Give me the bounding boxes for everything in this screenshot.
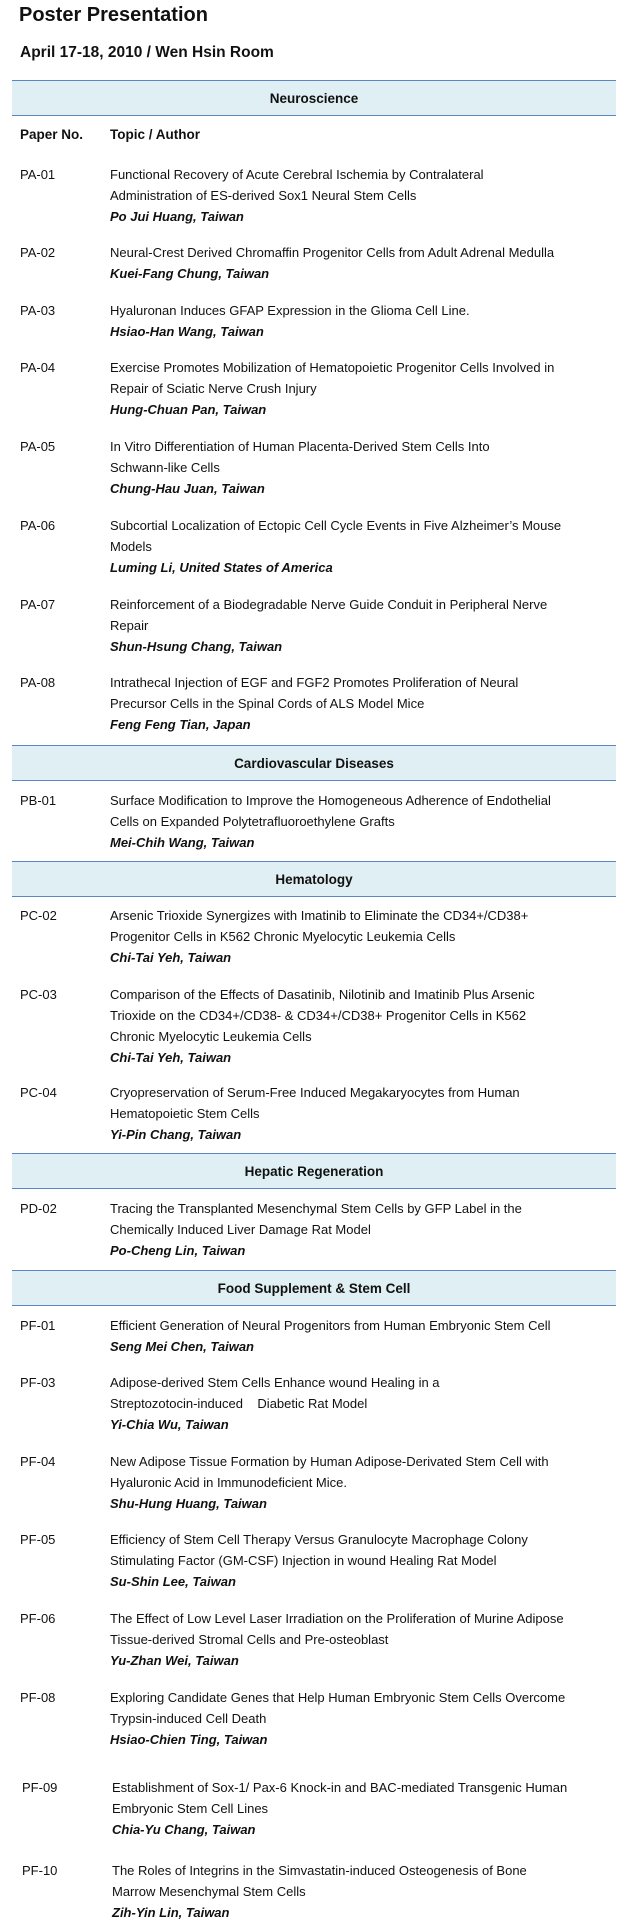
paper-author: Yu-Zhan Wei, Taiwan: [110, 1653, 239, 1668]
paper-title-line: Hematopoietic Stem Cells: [110, 1106, 260, 1121]
paper-title-line: Models: [110, 539, 152, 554]
paper-title-line: Tracing the Transplanted Mesenchymal Stem Cells by GFP Label in the: [110, 1201, 522, 1216]
paper-title-line: Administration of ES-derived Sox1 Neural Stem Cells: [110, 188, 417, 203]
paper-author: Chi-Tai Yeh, Taiwan: [110, 950, 232, 965]
paper-title-line: Cells on Expanded Polytetrafluoroethylene Grafts: [110, 814, 395, 829]
paper-number: PA-03: [20, 303, 56, 318]
paper-number: PF-10: [22, 1863, 58, 1878]
paper-number: PC-02: [20, 908, 57, 923]
paper-title-line: Chronic Myelocytic Leukemia Cells: [110, 1029, 312, 1044]
paper-author: Shun-Hsung Chang, Taiwan: [110, 639, 283, 654]
paper-author: Seng Mei Chen, Taiwan: [110, 1339, 254, 1354]
paper-title-line: New Adipose Tissue Formation by Human Adipose-Derivated Stem Cell with: [110, 1454, 549, 1469]
paper-author: Chia-Yu Chang, Taiwan: [112, 1822, 256, 1837]
paper-title-line: Reinforcement of a Biodegradable Nerve Guide Conduit in Peripheral Nerve: [110, 597, 548, 612]
paper-number: PA-06: [20, 518, 56, 533]
paper-author: Yi-Chia Wu, Taiwan: [110, 1417, 229, 1432]
paper-title-line: Hyaluronan Induces GFAP Expression in the Glioma Cell Line.: [110, 303, 470, 318]
paper-number: PC-03: [20, 987, 57, 1002]
paper-title-line: Neural-Crest Derived Chromaffin Progenitor Cells from Adult Adrenal Medulla: [110, 245, 555, 260]
paper-number: PF-03: [20, 1375, 56, 1390]
column-header-paper-no: Paper No.: [20, 127, 84, 142]
paper-title-line: Efficient Generation of Neural Progenitors from Human Embryonic Stem Cell: [110, 1318, 551, 1333]
page-title: Poster Presentation: [19, 4, 208, 26]
session-date-room: April 17-18, 2010 / Wen Hsin Room: [20, 44, 274, 61]
paper-number: PF-04: [20, 1454, 56, 1469]
paper-title-line: Comparison of the Effects of Dasatinib, Nilotinib and Imatinib Plus Arsenic: [110, 987, 535, 1002]
paper-title-line: The Effect of Low Level Laser Irradiation on the Proliferation of Murine Adipose: [110, 1611, 564, 1626]
paper-title-line: Adipose-derived Stem Cells Enhance wound Healing in a: [110, 1375, 440, 1390]
paper-author: Hung-Chuan Pan, Taiwan: [110, 402, 267, 417]
paper-title-line: Establishment of Sox-1/ Pax-6 Knock-in and BAC-mediated Transgenic Human: [112, 1780, 568, 1795]
paper-author: Po Jui Huang, Taiwan: [110, 209, 244, 224]
paper-author: Chi-Tai Yeh, Taiwan: [110, 1050, 232, 1065]
paper-author: Su-Shin Lee, Taiwan: [110, 1574, 236, 1589]
paper-number: PC-04: [20, 1085, 57, 1100]
paper-title-line: Intrathecal Injection of EGF and FGF2 Promotes Proliferation of Neural: [110, 675, 519, 690]
paper-author: Luming Li, United States of America: [110, 560, 333, 575]
paper-author: Shu-Hung Huang, Taiwan: [110, 1496, 267, 1511]
paper-title-line: Tissue-derived Stromal Cells and Pre-osteoblast: [110, 1632, 389, 1647]
paper-title-line: Repair: [110, 618, 149, 633]
paper-number: PA-07: [20, 597, 56, 612]
paper-author: Hsiao-Chien Ting, Taiwan: [110, 1732, 268, 1747]
paper-title-line: Precursor Cells in the Spinal Cords of ALS Model Mice: [110, 696, 425, 711]
paper-author: Zih-Yin Lin, Taiwan: [112, 1905, 230, 1920]
paper-title-line: Exploring Candidate Genes that Help Human Embryonic Stem Cells Overcome: [110, 1690, 566, 1705]
paper-title-line: Subcortial Localization of Ectopic Cell Cycle Events in Five Alzheimer’s Mouse: [110, 518, 562, 533]
paper-title-line: Trioxide on the CD34+/CD38- & CD34+/CD38+ Progenitor Cells in K562: [110, 1008, 527, 1023]
column-header-topic-author: Topic / Author: [110, 127, 200, 142]
paper-title-line: Marrow Mesenchymal Stem Cells: [112, 1884, 306, 1899]
paper-title-line: Embryonic Stem Cell Lines: [112, 1801, 269, 1816]
paper-number: PB-01: [20, 793, 57, 808]
paper-author: Mei-Chih Wang, Taiwan: [110, 835, 255, 850]
paper-number: PF-05: [20, 1532, 56, 1547]
paper-author: Chung-Hau Juan, Taiwan: [110, 481, 265, 496]
paper-title-line: Functional Recovery of Acute Cerebral Ischemia by Contralateral: [110, 167, 484, 182]
paper-title-line: Exercise Promotes Mobilization of Hematopoietic Progenitor Cells Involved in: [110, 360, 555, 375]
paper-title-line: Streptozotocin-induced Diabetic Rat Model: [110, 1396, 368, 1411]
section-header-hepatic-regeneration: Hepatic Regeneration: [12, 1153, 616, 1189]
paper-number: PA-05: [20, 439, 56, 454]
paper-number: PF-06: [20, 1611, 56, 1626]
paper-title-line: Efficiency of Stem Cell Therapy Versus Granulocyte Macrophage Colony: [110, 1532, 528, 1547]
paper-number: PF-01: [20, 1318, 56, 1333]
paper-title-line: Schwann-like Cells: [110, 460, 220, 475]
paper-number: PA-08: [20, 675, 56, 690]
paper-number: PA-02: [20, 245, 56, 260]
paper-title-line: The Roles of Integrins in the Simvastatin-induced Osteogenesis of Bone: [112, 1863, 527, 1878]
paper-title-line: Stimulating Factor (GM-CSF) Injection in wound Healing Rat Model: [110, 1553, 497, 1568]
paper-title-line: Hyaluronic Acid in Immunodeficient Mice.: [110, 1475, 347, 1490]
paper-title-line: Cryopreservation of Serum-Free Induced Megakaryocytes from Human: [110, 1085, 520, 1100]
paper-number: PF-08: [20, 1690, 56, 1705]
paper-title-line: Surface Modification to Improve the Homogeneous Adherence of Endothelial: [110, 793, 551, 808]
paper-number: PA-04: [20, 360, 56, 375]
paper-title-line: Arsenic Trioxide Synergizes with Imatinib to Eliminate the CD34+/CD38+: [110, 908, 529, 923]
paper-author: Hsiao-Han Wang, Taiwan: [110, 324, 264, 339]
paper-author: Yi-Pin Chang, Taiwan: [110, 1127, 242, 1142]
section-header-cardiovascular: Cardiovascular Diseases: [12, 745, 616, 781]
paper-number: PD-02: [20, 1201, 57, 1216]
paper-title-line: Chemically Induced Liver Damage Rat Model: [110, 1222, 371, 1237]
paper-author: Po-Cheng Lin, Taiwan: [110, 1243, 246, 1258]
paper-number: PF-09: [22, 1780, 58, 1795]
section-header-food-supplement: Food Supplement & Stem Cell: [12, 1270, 616, 1306]
paper-title-line: In Vitro Differentiation of Human Placenta-Derived Stem Cells Into: [110, 439, 490, 454]
paper-number: PA-01: [20, 167, 56, 182]
section-header-hematology: Hematology: [12, 861, 616, 897]
paper-title-line: Trypsin-induced Cell Death: [110, 1711, 267, 1726]
paper-author: Kuei-Fang Chung, Taiwan: [110, 266, 270, 281]
section-header-neuroscience: Neuroscience: [12, 80, 616, 116]
paper-title-line: Progenitor Cells in K562 Chronic Myelocytic Leukemia Cells: [110, 929, 456, 944]
paper-title-line: Repair of Sciatic Nerve Crush Injury: [110, 381, 317, 396]
paper-author: Feng Feng Tian, Japan: [110, 717, 251, 732]
